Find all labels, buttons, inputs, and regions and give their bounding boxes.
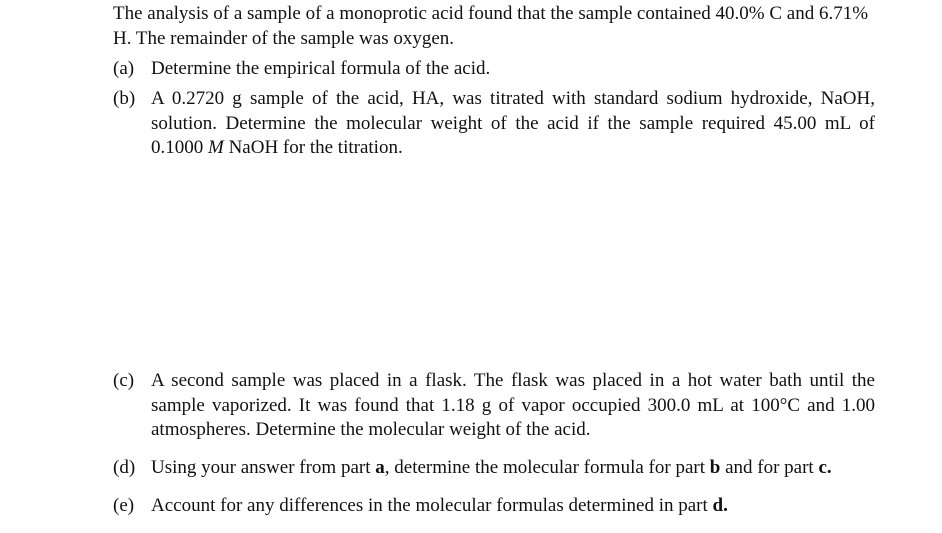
part-d-text-3: and for part bbox=[720, 457, 819, 478]
part-b-text-1: A 0.2720 g sample of the acid, HA, was titrated with standard sodium hydroxide, NaOH, solution. Determine the molecular weight of the acid if the sample required 45.00 mL of 0.1000 bbox=[151, 88, 875, 158]
part-e-ref-d: d. bbox=[712, 495, 728, 516]
part-e-text-1: Account for any differences in the molecular formulas determined in part bbox=[151, 495, 713, 516]
part-c-label: (c) bbox=[113, 370, 135, 391]
part-b-text bbox=[151, 87, 875, 161]
part-b-text-2: NaOH for the titration. bbox=[223, 137, 403, 158]
part-a-text: Determine the empirical formula of the acid. bbox=[151, 58, 491, 79]
part-b-label: (b) bbox=[113, 88, 136, 109]
part-d-ref-c: c. bbox=[818, 457, 832, 478]
part-e-text bbox=[151, 494, 875, 519]
part-e-label: (e) bbox=[113, 495, 135, 516]
part-b bbox=[113, 87, 875, 161]
problem-intro: The analysis of a sample of a monoprotic acid found that the sample contained 40.0% C and 6.71% H. The remainder of the sample was oxygen. bbox=[113, 3, 869, 49]
part-e bbox=[113, 494, 875, 519]
part-d-text bbox=[151, 456, 875, 481]
molarity-symbol: M bbox=[208, 137, 224, 158]
part-a-label: (a) bbox=[113, 58, 135, 79]
part-d-text-1: Using your answer from part bbox=[151, 457, 376, 478]
part-d-label: (d) bbox=[113, 457, 136, 478]
part-c-text: A second sample was placed in a flask. The flask was placed in a hot water bath until the sample vaporized. It was found that 1.18 g of vapor occupied 300.0 mL at 100°C and 1.00 atmospheres. Determine the molecular weight of the acid. bbox=[151, 370, 875, 440]
part-d-ref-b: b bbox=[709, 457, 721, 478]
part-a bbox=[113, 57, 875, 82]
part-d-ref-a: a bbox=[375, 457, 385, 478]
part-d bbox=[113, 456, 875, 481]
part-c bbox=[113, 369, 875, 443]
part-d-text-2: , determine the molecular formula for part bbox=[384, 457, 710, 478]
